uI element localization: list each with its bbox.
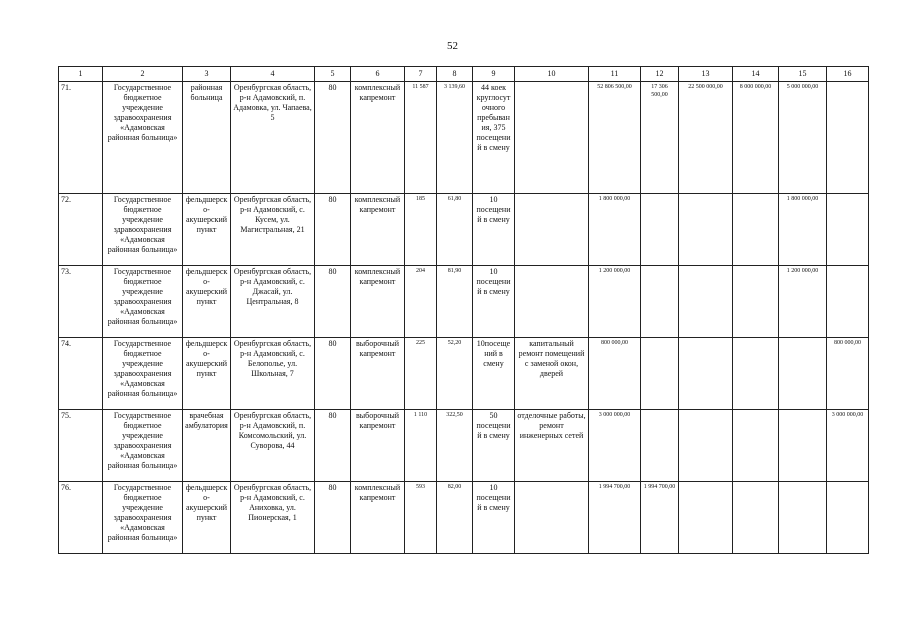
works-description bbox=[515, 194, 589, 266]
cell-col5: 80 bbox=[315, 410, 351, 482]
amount-col14 bbox=[733, 482, 779, 554]
column-header: 9 bbox=[473, 67, 515, 82]
facility-address: Оренбургская область, р-н Адамовский, п. Адамовка, ул. Чапаева, 5 bbox=[231, 82, 315, 194]
amount-col15 bbox=[779, 482, 827, 554]
table-row bbox=[59, 194, 869, 266]
amount-total: 52 806 500,00 bbox=[589, 82, 641, 194]
row-number: 74. bbox=[59, 338, 103, 410]
row-number: 75. bbox=[59, 410, 103, 482]
facility-type: фельдшерско-акушерский пункт bbox=[183, 266, 231, 338]
column-header: 16 bbox=[827, 67, 869, 82]
facility-address: Оренбургская область, р-н Адамовский, п. Комсомольский, ул. Суворова, 44 bbox=[231, 410, 315, 482]
capacity: 10 посещений в смену bbox=[473, 266, 515, 338]
column-header: 14 bbox=[733, 67, 779, 82]
column-header: 5 bbox=[315, 67, 351, 82]
amount-col16 bbox=[827, 82, 869, 194]
amount-col12: 1 994 700,00 bbox=[641, 482, 679, 554]
institution-name: Государственное бюджетное учреждение здравоохранения «Адамовская районная больница» bbox=[103, 82, 183, 194]
amount-col16 bbox=[827, 194, 869, 266]
amount-col13 bbox=[679, 266, 733, 338]
cell-col7: 185 bbox=[405, 194, 437, 266]
amount-col15: 1 200 000,00 bbox=[779, 266, 827, 338]
amount-total: 1 800 000,00 bbox=[589, 194, 641, 266]
amount-col14 bbox=[733, 266, 779, 338]
facility-type: фельдшерско-акушерский пункт bbox=[183, 338, 231, 410]
works-description: отделочные работы, ремонт инженерных сетей bbox=[515, 410, 589, 482]
table-row bbox=[59, 338, 869, 410]
amount-col12 bbox=[641, 410, 679, 482]
institution-name: Государственное бюджетное учреждение здравоохранения «Адамовская районная больница» bbox=[103, 482, 183, 554]
amount-col15 bbox=[779, 410, 827, 482]
register-table bbox=[58, 66, 869, 554]
column-header: 12 bbox=[641, 67, 679, 82]
cell-col5: 80 bbox=[315, 194, 351, 266]
row-number: 71. bbox=[59, 82, 103, 194]
capacity: 44 коек круглосуточного пребывания, 375 посещений в смену bbox=[473, 82, 515, 194]
column-header: 15 bbox=[779, 67, 827, 82]
cell-col5: 80 bbox=[315, 482, 351, 554]
repair-type: комплексный капремонт bbox=[351, 82, 405, 194]
amount-col14 bbox=[733, 194, 779, 266]
amount-col12 bbox=[641, 194, 679, 266]
facility-address: Оренбургская область, р-н Адамовский, с. Аниховка, ул. Пионерская, 1 bbox=[231, 482, 315, 554]
column-header: 3 bbox=[183, 67, 231, 82]
capacity: 10посещений в смену bbox=[473, 338, 515, 410]
amount-col16: 3 000 000,00 bbox=[827, 410, 869, 482]
amount-col16 bbox=[827, 266, 869, 338]
cell-col5: 80 bbox=[315, 266, 351, 338]
column-header: 7 bbox=[405, 67, 437, 82]
column-header: 6 bbox=[351, 67, 405, 82]
amount-col13 bbox=[679, 482, 733, 554]
cell-col7: 11 587 bbox=[405, 82, 437, 194]
table-row bbox=[59, 266, 869, 338]
institution-name: Государственное бюджетное учреждение здравоохранения «Адамовская районная больница» bbox=[103, 194, 183, 266]
row-number: 76. bbox=[59, 482, 103, 554]
table-row bbox=[59, 410, 869, 482]
row-number: 73. bbox=[59, 266, 103, 338]
amount-total: 3 000 000,00 bbox=[589, 410, 641, 482]
cell-col8: 52,20 bbox=[437, 338, 473, 410]
facility-type: врачебная амбулатория bbox=[183, 410, 231, 482]
works-description bbox=[515, 82, 589, 194]
amount-col16: 800 000,00 bbox=[827, 338, 869, 410]
facility-type: фельдшерско-акушерский пункт bbox=[183, 482, 231, 554]
facility-address: Оренбургская область, р-н Адамовский, с. Кусем, ул. Магистральная, 21 bbox=[231, 194, 315, 266]
amount-col15 bbox=[779, 338, 827, 410]
column-header: 4 bbox=[231, 67, 315, 82]
repair-type: комплексный капремонт bbox=[351, 482, 405, 554]
institution-name: Государственное бюджетное учреждение здравоохранения «Адамовская районная больница» bbox=[103, 410, 183, 482]
works-description: капитальный ремонт помещений с заменой окон, дверей bbox=[515, 338, 589, 410]
cell-col5: 80 bbox=[315, 338, 351, 410]
cell-col8: 3 139,60 bbox=[437, 82, 473, 194]
facility-address: Оренбургская область, р-н Адамовский, с. Джасай, ул. Центральная, 8 bbox=[231, 266, 315, 338]
capacity: 10 посещений в смену bbox=[473, 194, 515, 266]
amount-total: 1 200 000,00 bbox=[589, 266, 641, 338]
column-header: 10 bbox=[515, 67, 589, 82]
column-header: 2 bbox=[103, 67, 183, 82]
cell-col8: 81,90 bbox=[437, 266, 473, 338]
column-header: 1 bbox=[59, 67, 103, 82]
amount-total: 800 000,00 bbox=[589, 338, 641, 410]
column-header: 13 bbox=[679, 67, 733, 82]
repair-type: выборочный капремонт bbox=[351, 338, 405, 410]
works-description bbox=[515, 266, 589, 338]
cell-col5: 80 bbox=[315, 82, 351, 194]
table-row bbox=[59, 482, 869, 554]
repair-type: выборочный капремонт bbox=[351, 410, 405, 482]
amount-col12 bbox=[641, 266, 679, 338]
amount-col15: 1 800 000,00 bbox=[779, 194, 827, 266]
column-header: 8 bbox=[437, 67, 473, 82]
amount-col16 bbox=[827, 482, 869, 554]
amount-col13 bbox=[679, 194, 733, 266]
amount-col15: 5 000 000,00 bbox=[779, 82, 827, 194]
facility-address: Оренбургская область, р-н Адамовский, с. Белополье, ул. Школьная, 7 bbox=[231, 338, 315, 410]
page-number: 52 bbox=[447, 40, 458, 52]
repair-type: комплексный капремонт bbox=[351, 266, 405, 338]
facility-type: районная больница bbox=[183, 82, 231, 194]
row-number: 72. bbox=[59, 194, 103, 266]
table-row bbox=[59, 82, 869, 194]
institution-name: Государственное бюджетное учреждение здравоохранения «Адамовская районная больница» bbox=[103, 266, 183, 338]
cell-col7: 593 bbox=[405, 482, 437, 554]
capacity: 50 посещений в смену bbox=[473, 410, 515, 482]
amount-col12 bbox=[641, 338, 679, 410]
amount-col13 bbox=[679, 410, 733, 482]
institution-name: Государственное бюджетное учреждение здравоохранения «Адамовская районная больница» bbox=[103, 338, 183, 410]
amount-total: 1 994 700,00 bbox=[589, 482, 641, 554]
facility-type: фельдшерско-акушерский пункт bbox=[183, 194, 231, 266]
amount-col12: 17 306 500,00 bbox=[641, 82, 679, 194]
cell-col7: 204 bbox=[405, 266, 437, 338]
amount-col13: 22 500 000,00 bbox=[679, 82, 733, 194]
cell-col8: 82,00 bbox=[437, 482, 473, 554]
works-description bbox=[515, 482, 589, 554]
cell-col8: 322,50 bbox=[437, 410, 473, 482]
amount-col14 bbox=[733, 338, 779, 410]
cell-col7: 1 110 bbox=[405, 410, 437, 482]
capacity: 10 посещений в смену bbox=[473, 482, 515, 554]
repair-type: комплексный капремонт bbox=[351, 194, 405, 266]
amount-col13 bbox=[679, 338, 733, 410]
column-number-row bbox=[59, 67, 869, 82]
amount-col14: 8 000 000,00 bbox=[733, 82, 779, 194]
column-header: 11 bbox=[589, 67, 641, 82]
cell-col7: 225 bbox=[405, 338, 437, 410]
cell-col8: 61,80 bbox=[437, 194, 473, 266]
amount-col14 bbox=[733, 410, 779, 482]
